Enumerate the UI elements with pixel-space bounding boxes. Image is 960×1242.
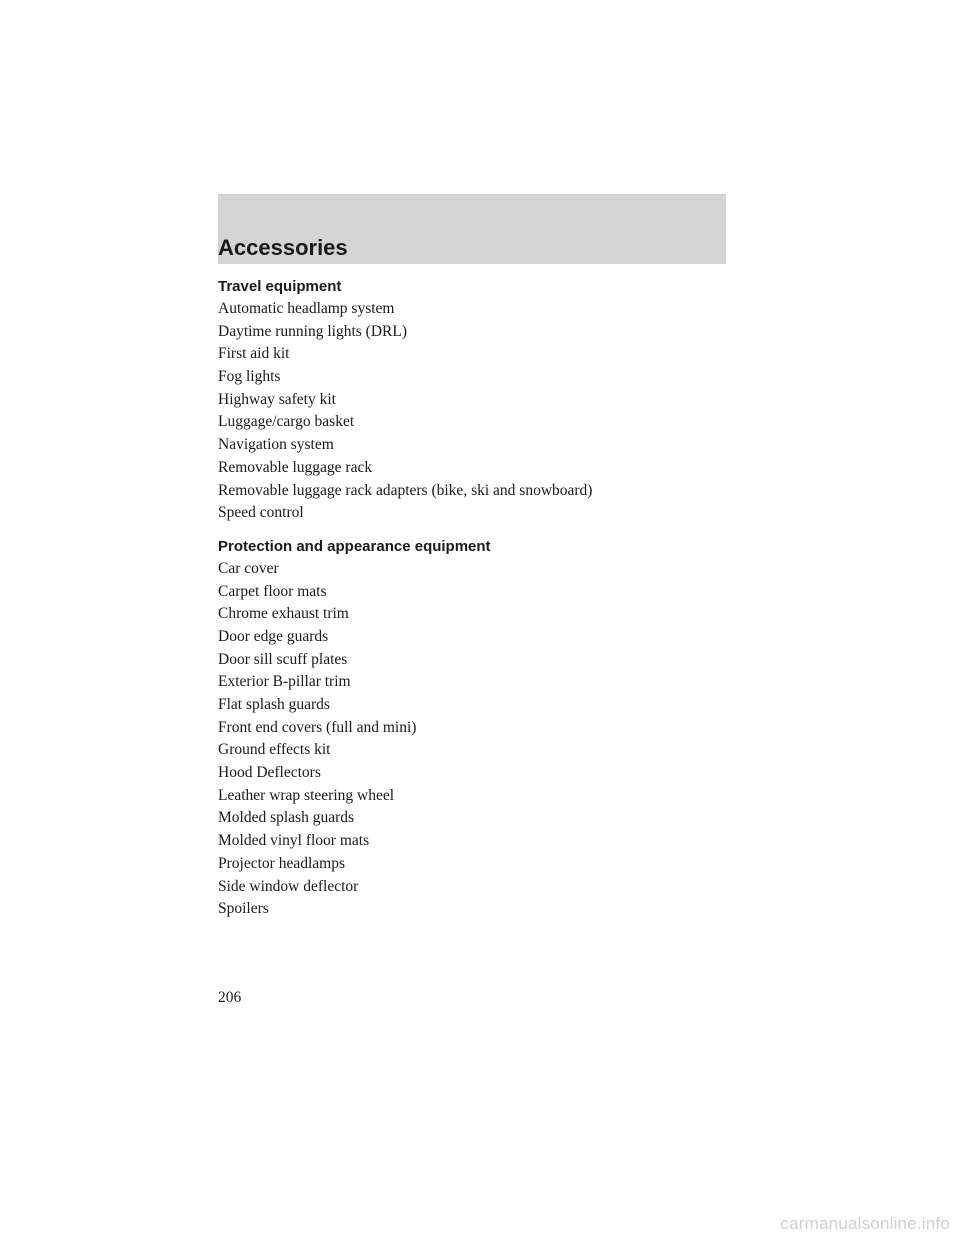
group-heading-protection-appearance: Protection and appearance equipment (218, 537, 491, 555)
list-item: Spoilers (218, 900, 269, 918)
list-item: Side window deflector (218, 877, 359, 895)
page-content (218, 276, 738, 921)
list-item: Fog lights (218, 368, 281, 386)
list-item: Molded splash guards (218, 809, 355, 827)
list-item: Hood Deflectors (218, 764, 321, 782)
list-item: Carpet floor mats (218, 582, 327, 600)
list-item: Projector headlamps (218, 854, 345, 872)
page-number: 206 (218, 989, 242, 1006)
list-item: Chrome exhaust trim (218, 605, 349, 623)
list-item: Highway safety kit (218, 390, 336, 408)
list-item: Exterior B-pillar trim (218, 673, 351, 691)
watermark: carmanualsonline.info (780, 1214, 950, 1233)
list-item: Ground effects kit (218, 741, 331, 759)
list-item: Daytime running lights (DRL) (218, 322, 407, 340)
travel-equipment-group (218, 276, 738, 525)
travel-equipment-list (218, 298, 738, 525)
group-heading-travel-equipment: Travel equipment (218, 278, 342, 295)
list-item: Flat splash guards (218, 696, 330, 713)
protection-appearance-list (218, 558, 738, 921)
list-item: Automatic headlamp system (218, 300, 395, 317)
list-item: Navigation system (218, 436, 334, 454)
list-item: Molded vinyl floor mats (218, 832, 370, 850)
list-item: Leather wrap steering wheel (218, 786, 395, 804)
list-item: Car cover (218, 559, 279, 577)
list-item: Door edge guards (218, 627, 329, 645)
list-item: Speed control (218, 504, 304, 522)
list-item: First aid kit (218, 345, 290, 363)
list-item: Door sill scuff plates (218, 650, 348, 668)
protection-appearance-group (218, 536, 738, 921)
list-item: Removable luggage rack adapters (bike, ski and snowboard) (218, 481, 593, 499)
list-item: Luggage/cargo basket (218, 413, 355, 431)
list-item: Removable luggage rack (218, 458, 373, 476)
section-title: Accessories (218, 235, 348, 260)
list-item: Front end covers (full and mini) (218, 718, 417, 736)
